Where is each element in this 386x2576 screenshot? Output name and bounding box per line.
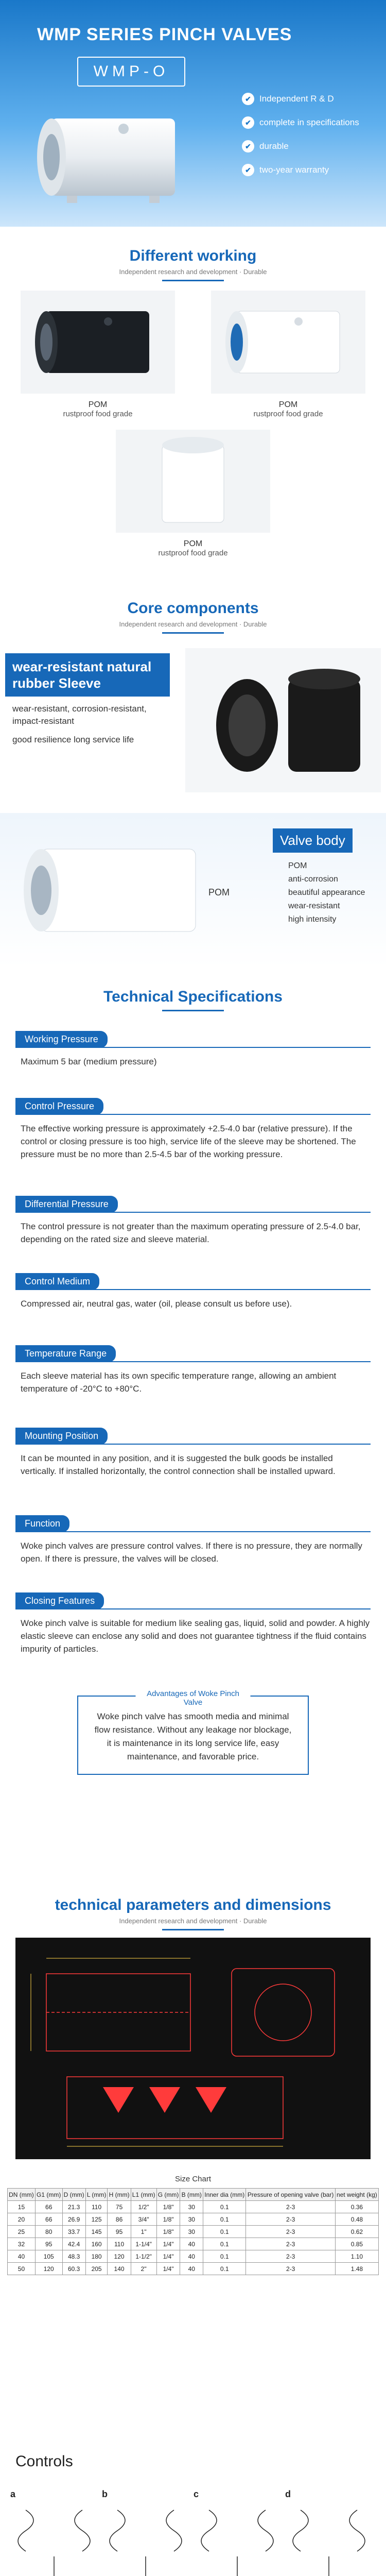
table-cell: 20	[8, 2213, 36, 2226]
pneumatic-schematic	[102, 2500, 189, 2576]
table-cell: 15	[8, 2201, 36, 2213]
table-cell: 1/4"	[156, 2250, 180, 2263]
white-valve-image	[211, 291, 365, 394]
table-cell: 1/2"	[131, 2201, 156, 2213]
table-cell: 25	[8, 2226, 36, 2238]
control-diagram	[285, 2489, 373, 2576]
table-row	[8, 2213, 379, 2226]
table-cell: 3/4"	[131, 2213, 156, 2226]
pinch-valve-illustration	[21, 98, 206, 216]
table-cell: 2-3	[246, 2213, 335, 2226]
spec-function: Function Woke pinch valves are pressure control valves. If there is no pressure, they are normally open. If there is pressure, the valves will be closed.	[15, 1515, 371, 1565]
table-cell: 105	[35, 2250, 62, 2263]
table-cell: 50	[8, 2263, 36, 2275]
sleeve-description: wear-resistant natural rubber Sleeve wear-resistant, corrosion-resistant, impact-resistant good resilience long service life	[5, 653, 170, 746]
product-card: POM rustproof food grade	[116, 430, 270, 557]
table-cell: 205	[85, 2263, 108, 2275]
table-cell: 145	[85, 2226, 108, 2238]
black-valve-image	[21, 291, 175, 394]
controls-section	[0, 2448, 386, 2576]
section-title: Different working	[129, 247, 257, 264]
section-title: technical parameters and dimensions	[55, 1896, 331, 1913]
table-cell: 26.9	[62, 2213, 85, 2226]
valve-body-panel	[0, 813, 386, 968]
table-cell: 33.7	[62, 2226, 85, 2238]
tech-specs-header	[0, 968, 386, 1021]
table-cell: 0.1	[203, 2213, 246, 2226]
control-letter: b	[102, 2489, 108, 2499]
table-cell: 0.85	[335, 2238, 378, 2250]
table-cell: 0.36	[335, 2201, 378, 2213]
different-working-header	[0, 227, 386, 291]
model-badge: WMP-O	[77, 57, 185, 87]
feature-item: ✔ complete in specifications	[242, 116, 365, 129]
sleeve-title: wear-resistant natural rubber Sleeve	[5, 653, 170, 697]
different-working-gallery	[0, 291, 386, 579]
table-row	[8, 2250, 379, 2263]
table-cell: 32	[8, 2238, 36, 2250]
spec-closing-features: Closing Features Woke pinch valve is suitable for medium like sealing gas, liquid, solid and powder. A highly elastic sleeve can enclose any solid and does not guarantee tightness if the fluid contains impurity of particles.	[15, 1592, 371, 1655]
control-diagram	[102, 2489, 189, 2576]
controls-title: Controls	[15, 2453, 73, 2470]
table-cell: 140	[108, 2263, 131, 2275]
table-cell: 1/8"	[156, 2213, 180, 2226]
valve-body-features: POM anti-corrosion beautiful appearance wear-resistant high intensity	[288, 861, 365, 924]
table-cell: 1-1/4"	[131, 2238, 156, 2250]
spec-temperature-range: Temperature Range Each sleeve material has its own specific temperature range, allowing an ambient temperature of -20°C to +80°C.	[15, 1345, 371, 1395]
divider	[162, 632, 224, 634]
section-subtitle: Independent research and development · Durable	[119, 268, 267, 276]
table-cell: 48.3	[62, 2250, 85, 2263]
spec-control-pressure: Control Pressure The effective working pressure is approximately +2.5-4.0 bar (relative pressure). If the control or closing pressure is too high, service life of the sleeve may be shortened. The pressure must be no more than 2.5-4.5 bar of the working pressure.	[15, 1098, 371, 1161]
table-cell: 2"	[131, 2263, 156, 2275]
table-row	[8, 2201, 379, 2213]
table-cell: 110	[108, 2238, 131, 2250]
spec-control-medium: Control Medium Compressed air, neutral gas, water (oil, please consult us before use).	[15, 1273, 371, 1310]
spec-differential-pressure: Differential Pressure The control pressure is not greater than the maximum operating pressure of 2.5-4.0 bar, depending on the rated size and sleeve material.	[15, 1196, 371, 1246]
pneumatic-schematic	[285, 2500, 373, 2576]
table-row	[8, 2238, 379, 2250]
table-cell: 21.3	[62, 2201, 85, 2213]
table-cell: 125	[85, 2213, 108, 2226]
table-cell: 66	[35, 2213, 62, 2226]
controls-grid	[10, 2489, 376, 2576]
table-cell: 0.1	[203, 2201, 246, 2213]
table-cell: 30	[180, 2213, 203, 2226]
table-cell: 1/8"	[156, 2226, 180, 2238]
control-diagram	[194, 2489, 281, 2576]
table-cell: 1-1/2"	[131, 2250, 156, 2263]
table-cell: 1/4"	[156, 2263, 180, 2275]
advantages-box: Advantages of Woke Pinch Valve Woke pinch valve has smooth media and minimal flow resistance. Without any leakage nor blockage, it is maintenance in its long service life, easy maintenance, and favorable price.	[77, 1696, 309, 1775]
table-cell: 0.1	[203, 2263, 246, 2275]
control-letter: d	[285, 2489, 291, 2499]
params-header	[0, 1896, 386, 1940]
control-diagram	[10, 2489, 98, 2576]
sleeve-panel	[0, 643, 386, 798]
divider	[162, 1010, 224, 1011]
table-cell: 0.48	[335, 2213, 378, 2226]
table-cell: 95	[35, 2238, 62, 2250]
table-cell: 40	[180, 2263, 203, 2275]
table-cell: 2-3	[246, 2263, 335, 2275]
table-cell: 180	[85, 2250, 108, 2263]
table-cell: 120	[108, 2250, 131, 2263]
product-card: POM rustproof food grade	[21, 291, 175, 418]
pneumatic-schematic	[10, 2500, 98, 2576]
table-cell: 1.10	[335, 2250, 378, 2263]
valve-body-title: Valve body	[273, 828, 353, 853]
table-cell: 40	[180, 2250, 203, 2263]
table-cell: 86	[108, 2213, 131, 2226]
valve-body-image	[10, 823, 247, 957]
table-cell: 75	[108, 2201, 131, 2213]
feature-item: ✔ durable	[242, 140, 365, 152]
product-card: POM rustproof food grade	[211, 291, 365, 418]
core-components	[0, 643, 386, 968]
dimension-drawing	[15, 1938, 371, 2159]
table-cell: 1.48	[335, 2263, 378, 2275]
section-title: Core components	[127, 600, 259, 617]
table-cell: 120	[35, 2263, 62, 2275]
table-cell: 0.1	[203, 2226, 246, 2238]
table-cell: 1/4"	[156, 2238, 180, 2250]
table-cell: 2-3	[246, 2250, 335, 2263]
hero-banner	[0, 0, 386, 227]
technical-parameters	[0, 1896, 386, 2448]
table-row	[8, 2263, 379, 2275]
body-material-label: POM	[208, 887, 230, 897]
feature-list	[242, 93, 365, 188]
table-cell: 110	[85, 2201, 108, 2213]
table-cell: 2-3	[246, 2226, 335, 2238]
section-title: Technical Specifications	[103, 988, 283, 1005]
divider	[162, 280, 224, 281]
table-cell: 60.3	[62, 2263, 85, 2275]
section-subtitle: Independent research and development · Durable	[119, 620, 267, 628]
table-cell: 1"	[131, 2226, 156, 2238]
control-letter: c	[194, 2489, 199, 2499]
advantages-label: Advantages of Woke Pinch Valve	[136, 1689, 251, 1707]
divider	[162, 1929, 224, 1930]
table-cell: 80	[35, 2226, 62, 2238]
table-cell: 95	[108, 2226, 131, 2238]
check-icon: ✔	[242, 140, 254, 152]
spec-mounting-position: Mounting Position It can be mounted in any position, and it is suggested the bulk goods be installed vertically. If installed horizontally, the control connection shall be installed upward.	[15, 1428, 371, 1478]
feature-item: ✔ Independent R & D	[242, 93, 365, 105]
table-cell: 2-3	[246, 2201, 335, 2213]
hero-title: WMP SERIES PINCH VALVES	[37, 25, 292, 44]
tech-specs	[0, 1021, 386, 1896]
check-icon: ✔	[242, 164, 254, 176]
table-cell: 30	[180, 2226, 203, 2238]
table-cell: 2-3	[246, 2238, 335, 2250]
table-cell: 66	[35, 2201, 62, 2213]
table-row	[8, 2226, 379, 2238]
check-icon: ✔	[242, 116, 254, 129]
size-chart-title: Size Chart	[174, 2175, 212, 2183]
table-cell: 0.62	[335, 2226, 378, 2238]
control-letter: a	[10, 2489, 16, 2499]
spec-working-pressure: Working Pressure Maximum 5 bar (medium pressure)	[15, 1031, 371, 1068]
table-cell: 40	[180, 2238, 203, 2250]
feature-item: ✔ two-year warranty	[242, 164, 365, 176]
section-subtitle: Independent research and development · Durable	[119, 1917, 267, 1925]
table-cell: 0.1	[203, 2250, 246, 2263]
table-cell: 0.1	[203, 2238, 246, 2250]
table-cell: 1/8"	[156, 2201, 180, 2213]
table-cell: 42.4	[62, 2238, 85, 2250]
size-chart-body	[8, 2201, 379, 2275]
pneumatic-schematic	[194, 2500, 281, 2576]
table-cell: 40	[8, 2250, 36, 2263]
table-cell: 30	[180, 2201, 203, 2213]
size-chart-table	[7, 2188, 379, 2275]
core-components-header	[0, 579, 386, 643]
upright-valve-image	[116, 430, 270, 533]
rubber-sleeve-image	[185, 648, 381, 792]
table-cell: 160	[85, 2238, 108, 2250]
check-icon: ✔	[242, 93, 254, 105]
table-header-row: DN (mm) G1 (mm) D (mm) L (mm) H (mm) L1 (mm) G (mm) B (mm) Inner dia (mm) Pressure of opening valve (bar) net weight (kg)	[8, 2189, 379, 2201]
